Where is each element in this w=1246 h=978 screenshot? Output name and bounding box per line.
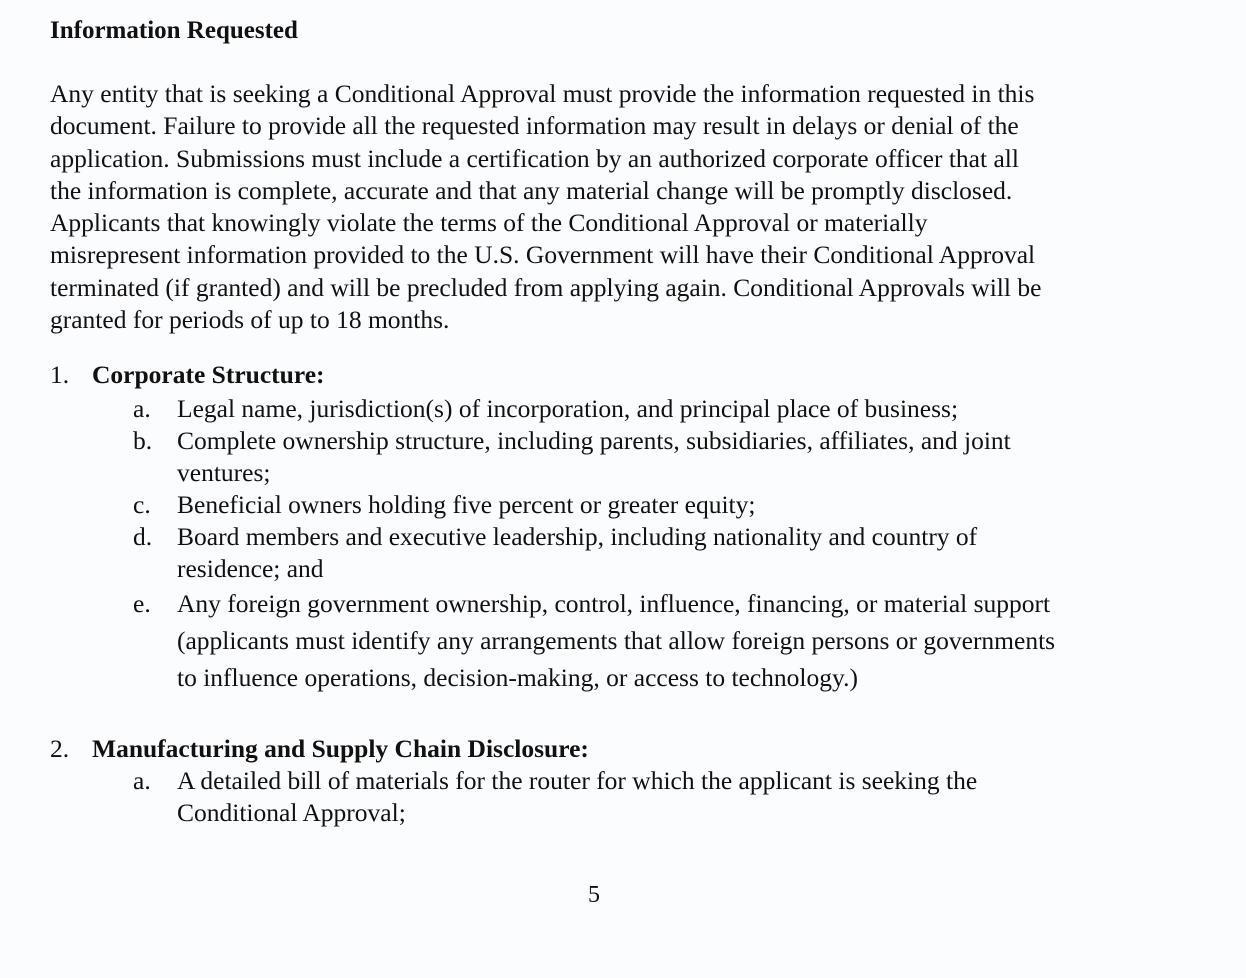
item-text: (applicants must identify any arrangements that allow foreign persons or governments bbox=[177, 626, 1056, 655]
item-letter: a. bbox=[133, 766, 151, 795]
intro-line: the information is complete, accurate and that any material change will be promptly disclosed. bbox=[50, 175, 1013, 205]
item-letter: c. bbox=[133, 490, 151, 519]
section-number: 2. bbox=[50, 734, 70, 763]
intro-paragraph bbox=[50, 78, 1160, 336]
item-text: Conditional Approval; bbox=[177, 798, 406, 827]
section-title: Corporate Structure: bbox=[92, 360, 325, 389]
intro-line: Any entity that is seeking a Conditional Approval must provide the information requested in this bbox=[50, 79, 1035, 108]
intro-line: Applicants that knowingly violate the terms of the Conditional Approval or materially bbox=[50, 208, 928, 238]
item-letter: d. bbox=[133, 522, 153, 551]
item-text: Complete ownership structure, including parents, subsidiaries, affiliates, and joint bbox=[177, 426, 1011, 455]
item-letter: a. bbox=[133, 394, 151, 423]
item-text: to influence operations, decision-making, or access to technology.) bbox=[177, 663, 858, 692]
item-text: Any foreign government ownership, control, influence, financing, or material support bbox=[177, 589, 1051, 618]
item-text: A detailed bill of materials for the router for which the applicant is seeking the bbox=[177, 766, 978, 795]
item-letter: e. bbox=[133, 589, 151, 618]
intro-line: terminated (if granted) and will be precluded from applying again. Conditional Approvals will be bbox=[50, 272, 1042, 302]
item-text: ventures; bbox=[177, 458, 271, 487]
item-text: residence; and bbox=[177, 554, 324, 583]
section-2-title bbox=[50, 733, 589, 765]
item-text: Board members and executive leadership, including nationality and country of bbox=[177, 522, 978, 551]
intro-line: application. Submissions must include a certification by an authorized corporate officer that all bbox=[50, 143, 1019, 173]
section-heading: Information Requested bbox=[50, 17, 298, 44]
section-number: 1. bbox=[50, 360, 70, 389]
section-1-title bbox=[50, 359, 325, 391]
page-number: 5 bbox=[588, 882, 600, 908]
intro-line: document. Failure to provide all the requested information may result in delays or denial of the bbox=[50, 111, 1019, 141]
item-text: Beneficial owners holding five percent or greater equity; bbox=[177, 490, 756, 519]
item-letter: b. bbox=[133, 426, 153, 455]
item-text: Legal name, jurisdiction(s) of incorporation, and principal place of business; bbox=[177, 394, 959, 423]
section-title: Manufacturing and Supply Chain Disclosure: bbox=[92, 734, 589, 763]
intro-line: granted for periods of up to 18 months. bbox=[50, 305, 450, 335]
intro-line: misrepresent information provided to the U.S. Government will have their Conditional Approval bbox=[50, 240, 1036, 270]
